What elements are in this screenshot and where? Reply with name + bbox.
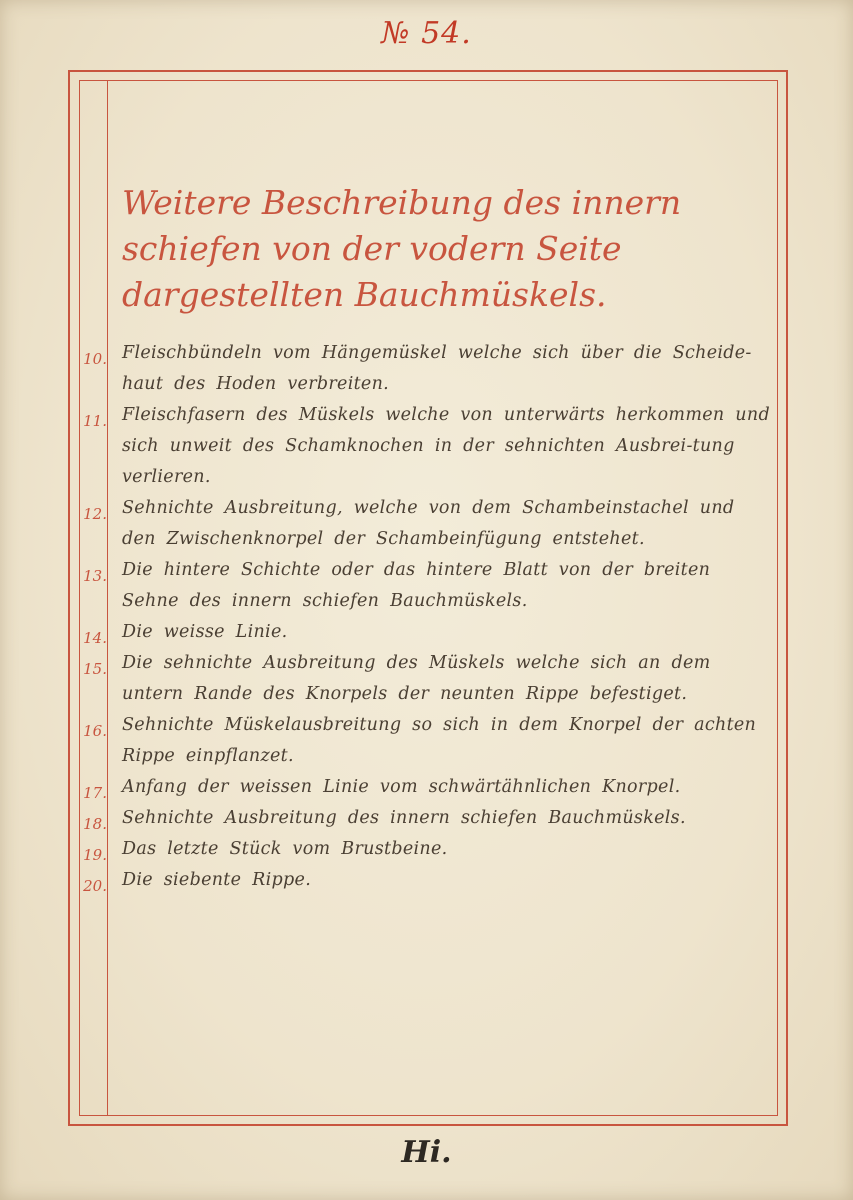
list-item [80, 617, 780, 648]
entry-text: Das letzte Stück vom Brustbeine. [122, 839, 448, 859]
entry-text: Sehnichte Ausbreitung des innern schiefen Bauchmüskels. [122, 808, 686, 828]
list-item [80, 834, 780, 865]
list-item [80, 803, 780, 834]
entry-number: 12. [83, 505, 107, 523]
list-item [80, 648, 780, 710]
entry-text: Anfang der weissen Linie vom schwärtähnlichen Knorpel. [122, 777, 681, 797]
list-item [80, 338, 780, 400]
entry-number: 17. [83, 784, 107, 802]
list-item [80, 555, 780, 617]
entry-number: 16. [83, 722, 107, 740]
entry-number: 10. [83, 350, 107, 368]
entry-number: 15. [83, 660, 107, 678]
list-item [80, 710, 780, 772]
entry-text: Fleischbündeln vom Hängemüskel welche sich über die Scheide-haut des Hoden verbreiten. [122, 343, 752, 394]
list-item [80, 865, 780, 896]
entry-text: Die siebente Rippe. [122, 870, 312, 890]
list-item [80, 772, 780, 803]
entry-text: Sehnichte Müskelausbreitung so sich in dem Knorpel der achten Rippe einpflanzet. [122, 715, 757, 766]
entry-text: Die weisse Linie. [122, 622, 288, 642]
page-title: Weitere Beschreibung des innern schiefen von der vodern Seite dargestellten Bauchmüskels. [122, 183, 682, 314]
entry-text: Die hintere Schichte oder das hintere Blatt von der breiten Sehne des innern schiefen Bauchmüskels. [122, 560, 711, 611]
entry-text: Fleischfasern des Müskels welche von unterwärts herkommen und sich unweit des Schamknochen in der sehnichten Ausbrei-tung verlieren. [122, 405, 770, 487]
entry-number: 18. [83, 815, 107, 833]
entry-text: Sehnichte Ausbreitung, welche von dem Schambeinstachel und den Zwischenknorpel der Schambeinfügung entstehet. [122, 498, 735, 549]
entry-number: 19. [83, 846, 107, 864]
entry-number: 13. [83, 567, 107, 585]
signature: Hi. [401, 1135, 452, 1170]
entry-number: 20. [83, 877, 107, 895]
entry-list [80, 338, 780, 896]
entry-number: 14. [83, 629, 107, 647]
page-number: № 54. [381, 16, 472, 51]
entry-text: Die sehnichte Ausbreitung des Müskels welche sich an dem untern Rande des Knorpels der neunten Rippe befestiget. [122, 653, 711, 704]
list-item [80, 493, 780, 555]
entry-number: 11. [83, 412, 107, 430]
list-item [80, 400, 780, 493]
